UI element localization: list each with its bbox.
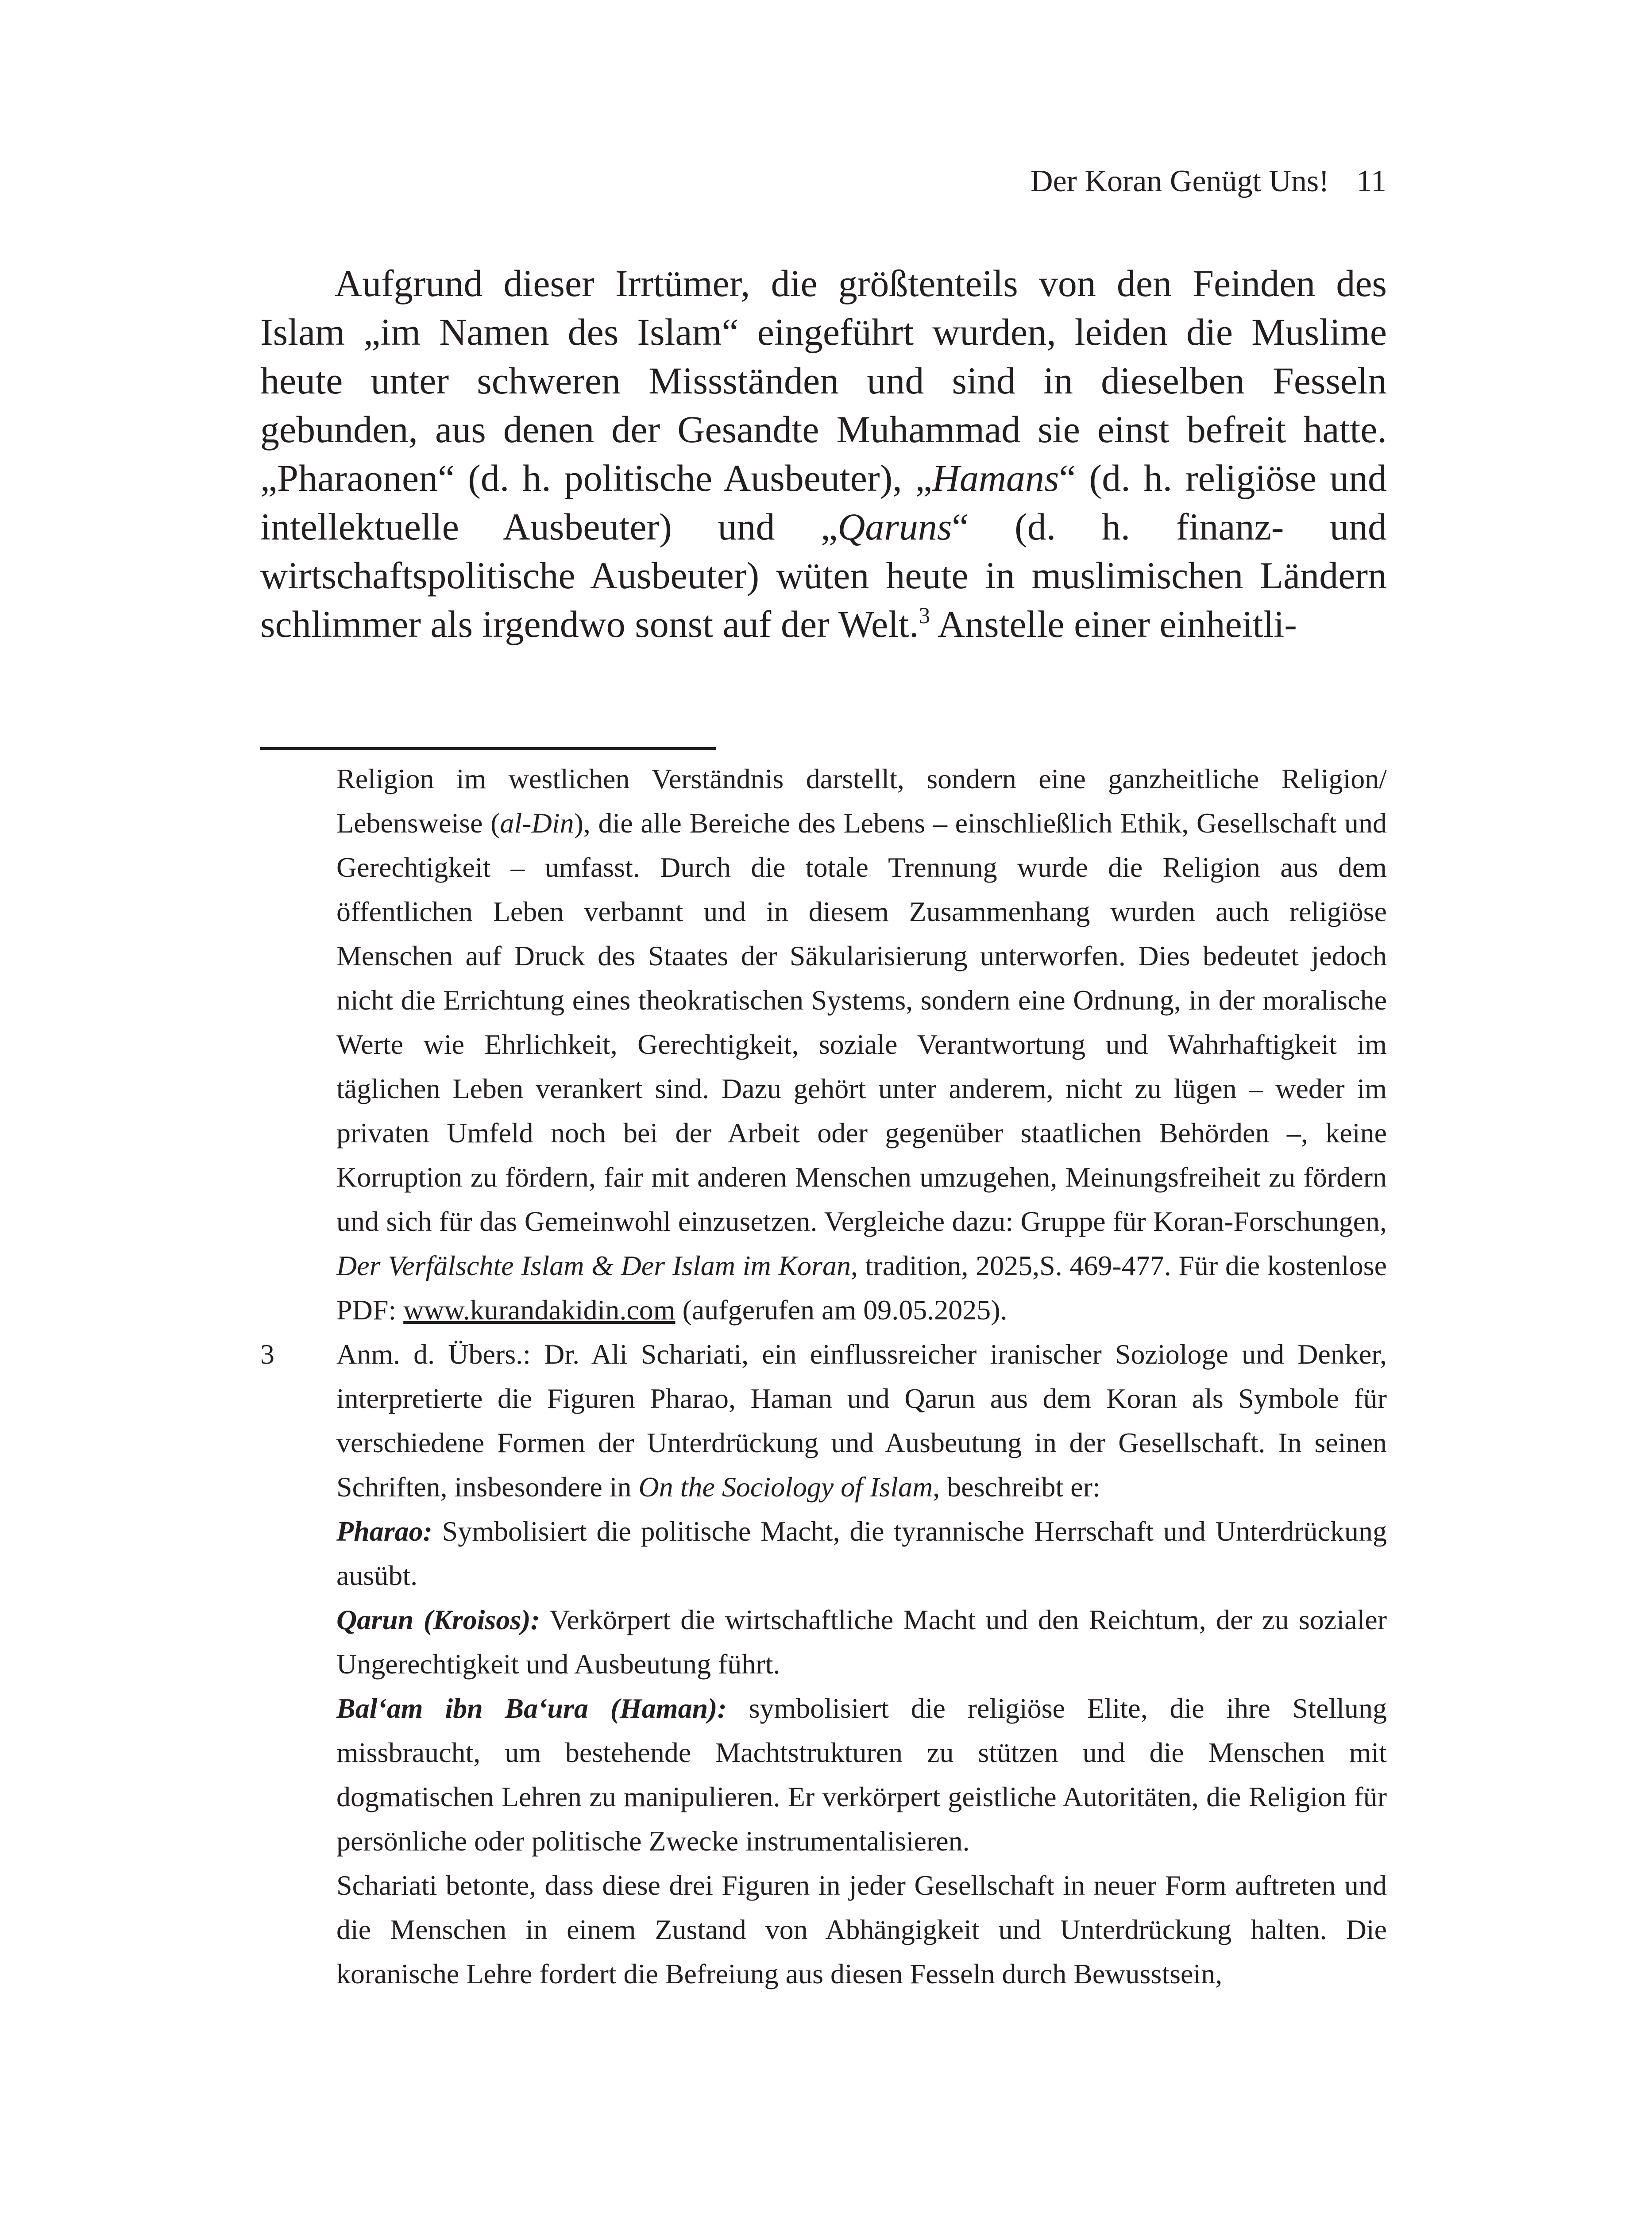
main-text: [260, 259, 1387, 648]
body-text-segment: Aufgrund dieser Irrtümer, die größtenteils von den Feinden des Islam „im Namen des Islam“ eingeführt wurden, leiden die Muslime heute unter schweren Missständen und sind in dieselben Fesseln gebunden, aus denen der Gesandte Muhammad sie einst befreit hatte. „Pharaonen“ (d. h. politische Ausbeuter), „: [260, 262, 1387, 499]
term-label-pharao: Pharao:: [336, 1515, 432, 1547]
body-text-segment: Anstelle einer einheitli-: [930, 603, 1297, 645]
footnote-segment: Anm. d. Übers.: Dr. Ali Schariati, ein einflussreicher iranischer Soziologe und Denker, interpretierte die Figuren Pharao, Haman und Qarun aus dem Koran als Symbole für verschiedene Formen der Unterdrückung und Ausbeutung in der Gesellschaft. In seinen Schriften, insbesondere in: [336, 1338, 1387, 1503]
footnote-segment: , tradition, 2025,S. 469-477. Für die kostenlose PDF:: [336, 1250, 1387, 1326]
italic-term-al-din: al-Din: [500, 807, 574, 839]
term-label-qarun: Qarun (Kroisos):: [336, 1604, 540, 1635]
footnote-3: [260, 1332, 1387, 1996]
footnote-qarun: [336, 1598, 1387, 1686]
term-label-balam: Bal‘am ibn Ba‘ura (Haman):: [336, 1693, 727, 1724]
footnote-balam: [336, 1686, 1387, 1863]
running-head: [1031, 159, 1386, 204]
book-title: On the Sociology of Islam: [638, 1471, 933, 1503]
footnote-reference[interactable]: 3: [919, 603, 930, 629]
footnote-separator: [260, 747, 716, 750]
footnote-pharao: [336, 1509, 1387, 1598]
footnote-segment: ), die alle Bereiche des Lebens – einschließlich Ethik, Gesellschaft und Gerechtigkeit – umfasst. Durch die totale Trennung wurde die Religion aus dem öffentlichen Leben verbannt und in diesem Zusammenhang wurden auch religiöse Menschen auf Druck des Staates der Säkularisierung unterworfen. Dies bedeutet jedoch nicht die Errichtung eines theokratischen Systems, sondern eine Ordnung, in der moralische Werte wie Ehrlichkeit, Gerechtigkeit, soziale Verantwortung und Wahrhaftigkeit im täglichen Leben verankert sind. Dazu gehört unter anderem, nicht zu lügen – weder im privaten Umfeld noch bei der Arbeit oder gegenüber staatlichen Behörden –, keine Korruption zu fördern, fair mit anderen Menschen umzugehen, Meinungsfreiheit zu fördern und sich für das Gemeinwohl einzusetzen. Vergleiche dazu: Gruppe für Koran-Forschungen,: [336, 807, 1387, 1237]
running-title: Der Koran Genügt Uns!: [1031, 164, 1329, 198]
book-title: Der Verfälschte Islam & Der Islam im Koran: [336, 1250, 851, 1281]
footnote-segment: Symbolisiert die politische Macht, die tyrannische Herrschaft und Unterdrückung ausübt.: [336, 1515, 1387, 1591]
footnote-segment: Religion im westlichen Verständnis darstellt, sondern eine ganzheitliche Religion/ Lebensweise (: [336, 763, 1387, 839]
footnote-segment: Verkörpert die wirtschaftliche Macht und den Reichtum, der zu sozialer Ungerechtigkeit und Ausbeutung führt.: [336, 1604, 1387, 1680]
footnote-intro: [336, 1332, 1387, 1509]
footnote-number: 3: [260, 1338, 274, 1370]
footnote-segment: , beschreibt er:: [933, 1471, 1100, 1503]
italic-term-hamans: Hamans: [932, 457, 1059, 499]
footnote-segment: (aufgerufen am 09.05.2025).: [675, 1294, 1007, 1326]
italic-term-qaruns: Qaruns: [838, 505, 952, 548]
website-link[interactable]: www.kurandakidin.com: [403, 1294, 675, 1326]
body-text-segment: “ (d. h. finanz- und wirtschaftspolitische Ausbeuter) wüten heute in muslimischen Ländern schlimmer als irgendwo sonst auf der Welt.: [260, 505, 1387, 645]
body-paragraph: [260, 259, 1387, 648]
footnote-continued: [260, 757, 1387, 1332]
footnotes: [260, 757, 1387, 1996]
footnote-closing: Schariati betonte, dass diese drei Figuren in jeder Gesellschaft in neuer Form auftreten und die Menschen in einem Zustand von Abhängigkeit und Unterdrückung halten. Die koranische Lehre fordert die Befreiung aus diesen Fesseln durch Bewusstsein,: [336, 1870, 1387, 1989]
footnote-text: [336, 757, 1387, 1332]
body-text-segment: “ (d. h. religiöse und intellektuelle Ausbeuter) und „: [260, 457, 1387, 548]
footnote-segment: symbolisiert die religiöse Elite, die ihre Stellung missbraucht, um bestehende Machtstrukturen zu stützen und die Menschen mit dogmatischen Lehren zu manipulieren. Er verkörpert geistliche Autoritäten, die Religion für persönliche oder politische Zwecke instrumentalisieren.: [336, 1693, 1387, 1857]
page-number: 11: [1356, 164, 1386, 198]
